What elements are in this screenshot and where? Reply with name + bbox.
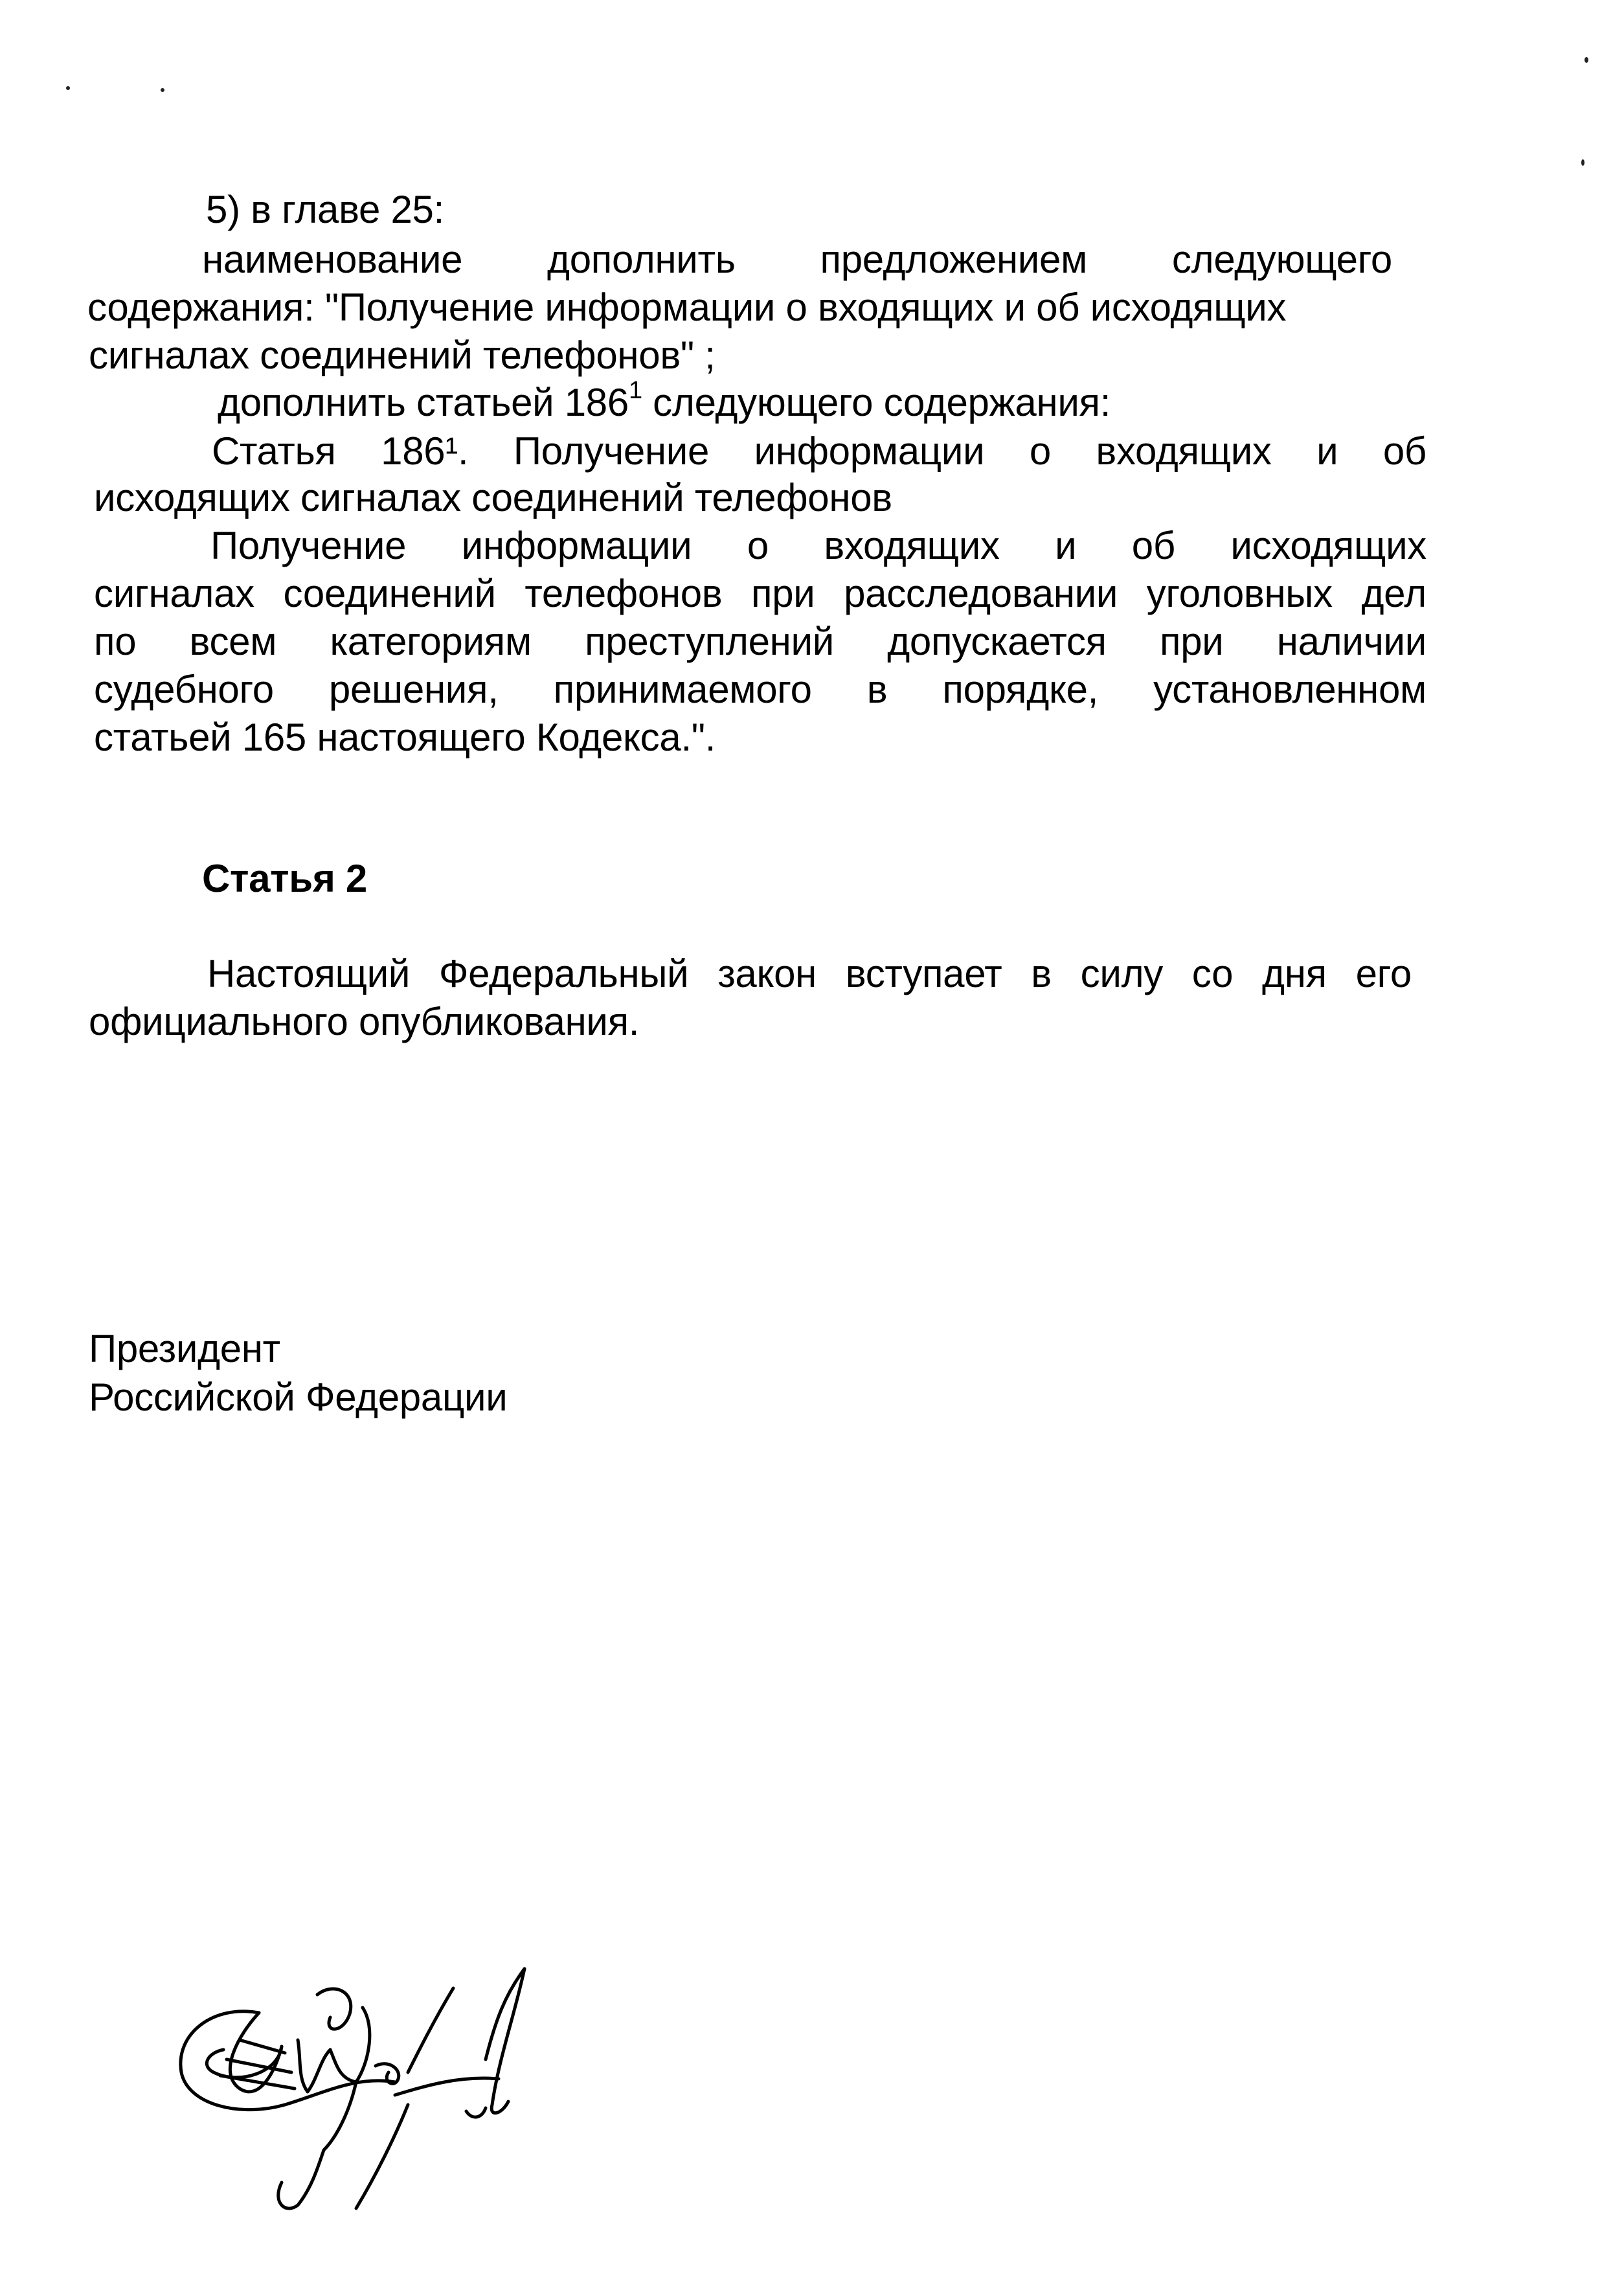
word: наличии [1276,620,1427,663]
word: об [1131,524,1175,567]
word: порядке, [942,668,1099,711]
word: всем [189,620,277,663]
word: его [1355,952,1412,995]
word: категориям [330,620,532,663]
word: соединений [283,572,496,615]
article-2-heading: Статья 2 [202,857,368,900]
amendment-intro: 5) в главе 25: [206,188,444,231]
word: судебного [94,668,274,711]
article-body-line-5: статьей 165 настоящего Кодекса.". [94,716,716,759]
word: телефонов [524,572,723,615]
scan-speck [66,86,70,90]
word: о [747,524,769,567]
word: допускается [887,620,1107,663]
article-2-line-1 [207,950,1412,998]
word: по [94,620,137,663]
scan-speck [1585,57,1588,63]
article-body-line-2 [94,570,1427,618]
word: сигналах [94,572,254,615]
amendment-title-line-1 [202,236,1392,284]
signatory-title-line-2: Российской Федерации [89,1376,508,1419]
word: дня [1262,952,1327,995]
word: в [1031,952,1052,995]
word: о [1029,429,1051,473]
word: в [866,668,888,711]
amendment-title-line-3: сигналах соединений телефонов" ; [89,334,716,377]
word: входящих [1096,429,1272,473]
word: при [1160,620,1224,663]
word: Получение [513,429,710,473]
word: принимаемого [553,668,812,711]
word: Получение [210,524,407,567]
word: расследовании [844,572,1118,615]
word: закон [717,952,817,995]
word: уголовных [1146,572,1333,615]
word: наименование [202,238,463,281]
scan-speck [1581,159,1585,166]
word: Федеральный [438,952,689,995]
word: и [1055,524,1077,567]
word: информации [461,524,692,567]
word: дел [1361,572,1427,615]
article-heading-line-1 [212,427,1427,475]
add-article-text-end: следующего содержания: [642,381,1111,424]
signatory-title-line-1: Президент [89,1327,280,1370]
president-signature [162,1943,602,2215]
word: 186¹. [381,429,469,473]
word: решения, [328,668,499,711]
word: следующего [1171,238,1392,281]
article-body-line-4 [94,666,1427,714]
word: и [1316,429,1338,473]
amendment-title-line-2: содержания: "Получение информации о входящих и об исходящих [87,286,1287,329]
word: входящих [824,524,1000,567]
word: вступает [845,952,1002,995]
word: силу [1080,952,1163,995]
word: предложением [820,238,1088,281]
word: об [1382,429,1427,473]
word: установленном [1153,668,1427,711]
scan-speck [161,88,164,92]
word: преступлений [585,620,834,663]
article-heading-line-2: исходящих сигналах соединений телефонов [94,476,892,519]
add-article-superscript: 1 [628,377,642,404]
word: со [1191,952,1234,995]
word: исходящих [1230,524,1427,567]
article-2-line-2: официального опубликования. [89,1000,640,1043]
word: дополнить [547,238,736,281]
add-article-line [218,379,1111,427]
word: Настоящий [207,952,411,995]
word: информации [754,429,985,473]
article-body-line-3 [94,618,1427,666]
add-article-text: дополнить статьей 186 [218,381,629,424]
word: при [751,572,815,615]
article-body-line-1 [210,522,1427,570]
word: Статья [212,429,336,473]
